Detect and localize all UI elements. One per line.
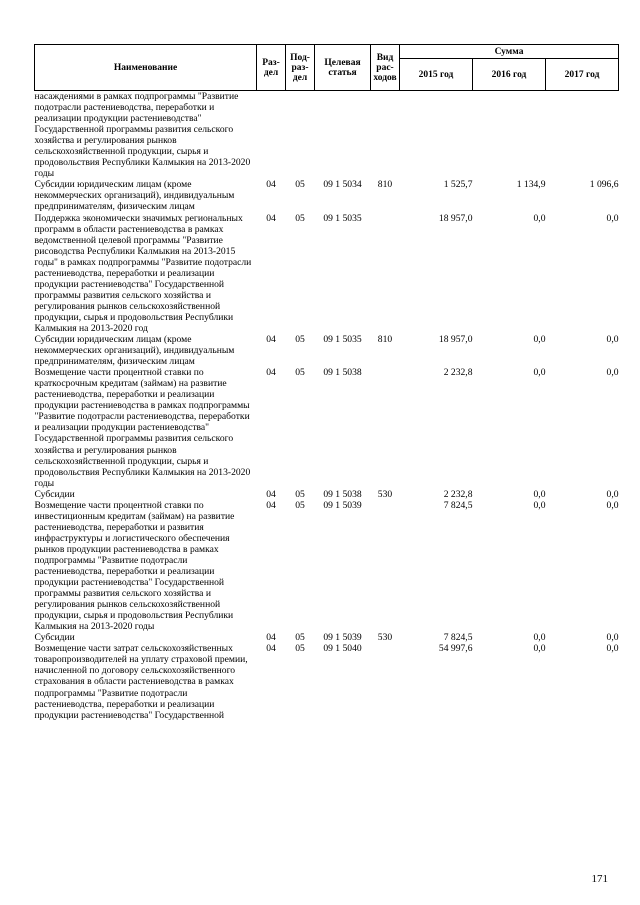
cell-target: 09 1 5035 — [323, 212, 362, 224]
cell-razdel: 04 — [266, 212, 276, 224]
cell-2017: 0,0 — [606, 643, 619, 655]
cell-name: Субсидии юридическим лицам (кроме некоммерческих организаций), индивидуальным предпринимателям, физическим лицам — [34, 334, 235, 368]
header-target: Целевая статья — [315, 45, 371, 91]
cell-2016: 0,0 — [533, 632, 546, 644]
cell-podrazdel: 05 — [295, 179, 305, 191]
cell-razdel: 04 — [266, 488, 276, 500]
cell-target: 09 1 5038 — [323, 488, 362, 500]
cell-razdel: 04 — [266, 643, 276, 655]
cell-2017: 0,0 — [606, 334, 619, 346]
cell-target: 09 1 5039 — [323, 499, 362, 511]
cell-2016: 0,0 — [533, 367, 546, 379]
table-header — [35, 45, 619, 91]
table-row — [35, 632, 619, 643]
cell-podrazdel: 05 — [295, 367, 305, 379]
cell-2015 — [400, 91, 473, 180]
cell-vid: 530 — [377, 632, 393, 644]
cell-2016: 0,0 — [533, 488, 546, 500]
cell-2017: 0,0 — [606, 367, 619, 379]
budget-table — [34, 44, 619, 721]
cell-name: Субсидии — [34, 632, 75, 644]
cell-name: Поддержка экономически значимых региональных программ в области растениеводства в рамках ведомственной целевой программы "Развитие рисоводства Республики Калмыкия на 2013-2015 годы" в рамках подпрограммы "Развитие подотрасли растениеводства, переработки и реализации продукции растениеводства" Государственной программы развития сельского хозяйства и регулирования рынков сельскохозяйственной продукции, сырья и продовольствия Республики Калмыкия на 2013-2020 год — [34, 212, 252, 334]
header-vid: Вид рас-ходов — [371, 45, 400, 91]
cell-podrazdel: 05 — [295, 643, 305, 655]
cell-2016: 1 134,9 — [516, 179, 546, 191]
cell-2015: 2 232,8 — [443, 488, 473, 500]
cell-razdel: 04 — [266, 334, 276, 346]
cell-target — [315, 91, 371, 180]
cell-name: Субсидии — [34, 488, 75, 500]
cell-2017: 0,0 — [606, 212, 619, 224]
header-razdel: Раз-дел — [257, 45, 286, 91]
cell-2017: 0,0 — [606, 632, 619, 644]
table-row — [35, 213, 619, 335]
cell-target: 09 1 5034 — [323, 179, 362, 191]
cell-target: 09 1 5040 — [323, 643, 362, 655]
table-row — [35, 91, 619, 180]
cell-podrazdel: 05 — [295, 212, 305, 224]
header-2015: 2015 год — [400, 59, 473, 91]
cell-name: насаждениями в рамках подпрограммы "Развитие подотрасли растениеводства, переработки и реализации продукции растениеводства" Государственной программы развития сельского хозяйства и регулирования рынков сельскохозяйственной продукции, сырья и продовольствия Республики Калмыкия на 2013-2020 годы — [34, 91, 251, 180]
cell-name: Возмещение части процентной ставки по краткосрочным кредитам (займам) на развитие растениеводства, переработки и реализации продукции растениеводства в рамках подпрограммы "Развитие подотрасли растениеводства, переработки и реализации продукции растениеводства" Государственной программы развития сельского хозяйства и регулирования рынков сельскохозяйственной продукции, сырья и продовольствия Республики Калмыкия на 2013-2020 годы — [34, 367, 251, 489]
page-number: 171 — [591, 873, 608, 885]
table-row — [35, 643, 619, 720]
header-podrazdel: Под-раз-дел — [286, 45, 315, 91]
cell-2015: 2 232,8 — [443, 367, 473, 379]
cell-podrazdel: 05 — [295, 488, 305, 500]
cell-razdel: 04 — [266, 632, 276, 644]
table-row — [35, 334, 619, 367]
header-sum: Сумма — [400, 45, 619, 59]
cell-2015: 54 997,6 — [438, 643, 473, 655]
cell-podrazdel — [286, 91, 315, 180]
cell-podrazdel: 05 — [295, 632, 305, 644]
cell-target: 09 1 5039 — [323, 632, 362, 644]
cell-vid: 810 — [377, 179, 393, 191]
cell-vid — [371, 213, 400, 335]
header-2017: 2017 год — [546, 59, 619, 91]
cell-vid: 810 — [377, 334, 393, 346]
cell-2016: 0,0 — [533, 212, 546, 224]
cell-razdel: 04 — [266, 179, 276, 191]
cell-2017: 1 096,6 — [589, 179, 619, 191]
header-2016: 2016 год — [473, 59, 546, 91]
cell-name: Возмещение части процентной ставки по инвестиционным кредитам (займам) на развитие растениеводства, переработки и развития инфраструктуры и логистического обеспечения рынков продукции растениеводства в рамках подпрограммы "Развитие подотрасли растениеводства, переработки и реализации продукции растениеводства" Государственной программы развития сельского хозяйства и регулирования рынков сельскохозяйственной продукции, сырья и продовольствия Республики Калмыкия на 2013-2020 годы — [34, 499, 235, 633]
cell-2015: 1 525,7 — [443, 179, 473, 191]
cell-vid — [371, 500, 400, 633]
cell-razdel: 04 — [266, 499, 276, 511]
cell-2017 — [546, 91, 619, 180]
cell-2016: 0,0 — [533, 334, 546, 346]
cell-name: Субсидии юридическим лицам (кроме некоммерческих организаций), индивидуальным предпринимателям, физическим лицам — [34, 179, 235, 213]
cell-target: 09 1 5035 — [323, 334, 362, 346]
cell-vid: 530 — [377, 488, 393, 500]
cell-2017: 0,0 — [606, 499, 619, 511]
cell-2015: 18 957,0 — [438, 334, 473, 346]
header-name: Наименование — [35, 45, 257, 91]
cell-vid — [371, 643, 400, 720]
table-row — [35, 367, 619, 489]
table-row — [35, 179, 619, 212]
cell-2015: 18 957,0 — [438, 212, 473, 224]
table-row — [35, 489, 619, 500]
cell-name: Возмещение части затрат сельскохозяйственных товаропроизводителей на уплату страховой премии, начисленной по договору сельскохозяйственного страхования в области растениеводства в рамках подпрограммы "Развитие подотрасли растениеводства, переработки и реализации продукции растениеводства" Государственной — [34, 643, 248, 721]
cell-podrazdel: 05 — [295, 334, 305, 346]
cell-target: 09 1 5038 — [323, 367, 362, 379]
cell-2016: 0,0 — [533, 643, 546, 655]
cell-2016 — [473, 91, 546, 180]
cell-2015: 7 824,5 — [443, 499, 473, 511]
cell-2015: 7 824,5 — [443, 632, 473, 644]
cell-2017: 0,0 — [606, 488, 619, 500]
cell-vid — [371, 367, 400, 489]
cell-2016: 0,0 — [533, 499, 546, 511]
cell-podrazdel: 05 — [295, 499, 305, 511]
cell-razdel — [257, 91, 286, 180]
table-body — [35, 91, 619, 721]
cell-razdel: 04 — [266, 367, 276, 379]
table-row — [35, 500, 619, 633]
cell-vid — [371, 91, 400, 180]
